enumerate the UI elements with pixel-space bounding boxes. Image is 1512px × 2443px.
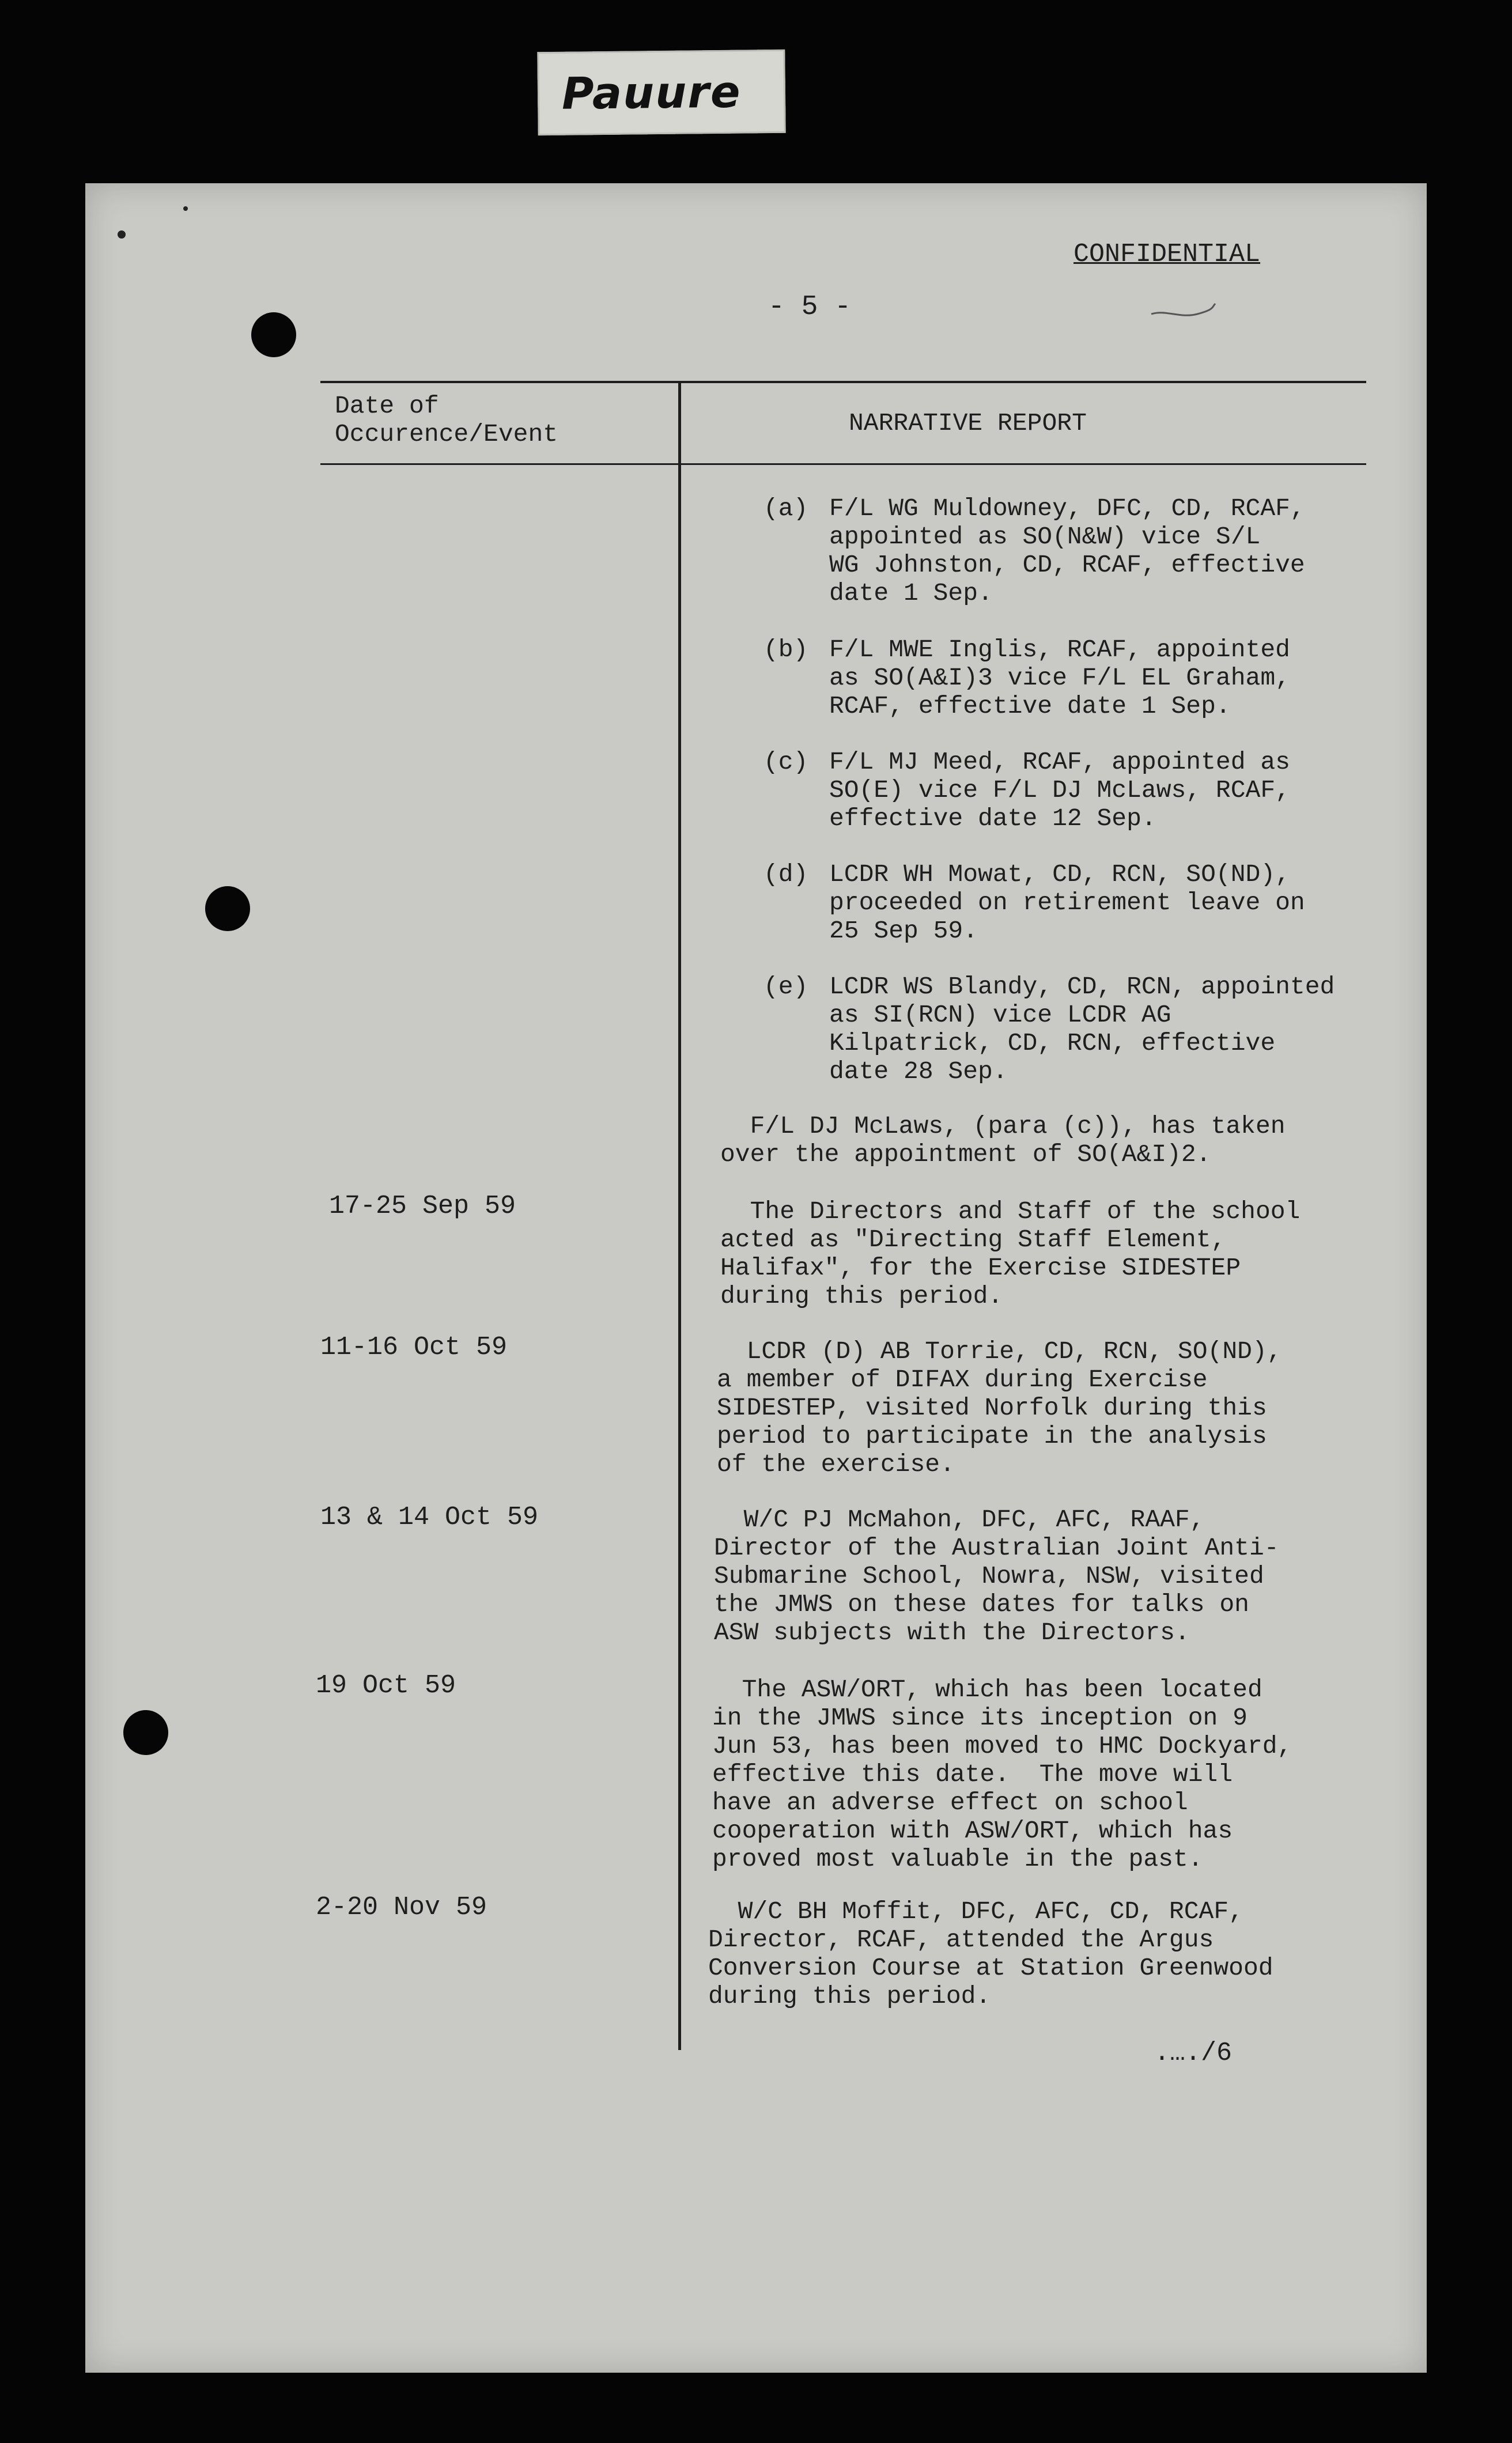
document-page — [85, 183, 1427, 2373]
appointment-text: LCDR WS Blandy, CD, RCN, appointed as SI(RCN) vice LCDR AG Kilpatrick, CD, RCN, effective date 28 Sep. — [829, 973, 1335, 1086]
punch-hole-bottom — [123, 1710, 168, 1755]
appointment-label: (b) — [763, 636, 808, 664]
appointment-text: F/L WG Muldowney, DFC, CD, RCAF, appointed as SO(N&W) vice S/L WG Johnston, CD, RCAF, effective date 1 Sep. — [829, 494, 1305, 607]
table-top-rule — [320, 381, 1366, 383]
punch-hole-top — [251, 312, 296, 357]
appointment-text: F/L MWE Inglis, RCAF, appointed as SO(A&I)3 vice F/L EL Graham, RCAF, effective date 1 Sep. — [829, 636, 1290, 720]
appointment-label: (d) — [763, 860, 808, 888]
event-date: 11-16 Oct 59 — [320, 1333, 508, 1362]
pencil-mark — [1148, 301, 1218, 324]
narrative-column-header: NARRATIVE REPORT — [849, 409, 1087, 437]
appointment-label: (e) — [763, 973, 808, 1001]
event-date: 17-25 Sep 59 — [329, 1192, 516, 1221]
appointment-text: LCDR WH Mowat, CD, RCN, SO(ND), proceeded on retirement leave on 25 Sep 59. — [829, 860, 1305, 945]
event-text: The Directors and Staff of the school acted as "Directing Staff Element, Halifax", for the Exercise SIDESTEP during this period. — [720, 1197, 1301, 1310]
date-column-header: Date of Occurence/Event — [335, 392, 558, 448]
appointment-text: F/L MJ Meed, RCAF, appointed as SO(E) vice F/L DJ McLaws, RCAF, effective date 12 Sep. — [829, 748, 1290, 833]
event-text: W/C PJ McMahon, DFC, AFC, RAAF, Director of the Australian Joint Anti- Submarine School, Nowra, NSW, visited the JMWS on these dates for talks on ASW subjects with the Directors. — [714, 1506, 1279, 1647]
event-text: The ASW/ORT, which has been located in the JMWS since its inception on 9 Jun 53, has been moved to HMC Dockyard, effective this date. The move will have an adverse effect on school cooperation with ASW/ORT, which has proved most valuable in the past. — [712, 1676, 1292, 1873]
continuation-marker: .…./6 — [1154, 2039, 1233, 2068]
column-divider — [678, 381, 681, 2050]
ink-speck — [183, 206, 188, 211]
event-date: 13 & 14 Oct 59 — [320, 1503, 539, 1532]
table-header-rule — [320, 463, 1366, 465]
archive-tag — [537, 50, 785, 135]
page-number: - 5 - — [768, 292, 852, 323]
event-text: W/C BH Moffit, DFC, AFC, CD, RCAF, Director, RCAF, attended the Argus Conversion Course at Station Greenwood during this period. — [708, 1897, 1273, 2010]
punch-hole-middle — [205, 886, 250, 931]
ink-speck — [118, 230, 126, 239]
appointment-label: (c) — [763, 748, 808, 776]
event-date: 2-20 Nov 59 — [316, 1893, 487, 1922]
event-date: 19 Oct 59 — [316, 1671, 456, 1700]
archive-tag-text: Pauure — [561, 66, 742, 119]
event-text: LCDR (D) AB Torrie, CD, RCN, SO(ND), a member of DIFAX during Exercise SIDESTEP, visited Norfolk during this period to participate in the analysis of the exercise. — [717, 1337, 1282, 1478]
classification-marking: CONFIDENTIAL — [1073, 240, 1261, 269]
mclaws-note: F/L DJ McLaws, (para (c)), has taken over the appointment of SO(A&I)2. — [720, 1112, 1286, 1168]
appointment-label: (a) — [763, 494, 808, 523]
